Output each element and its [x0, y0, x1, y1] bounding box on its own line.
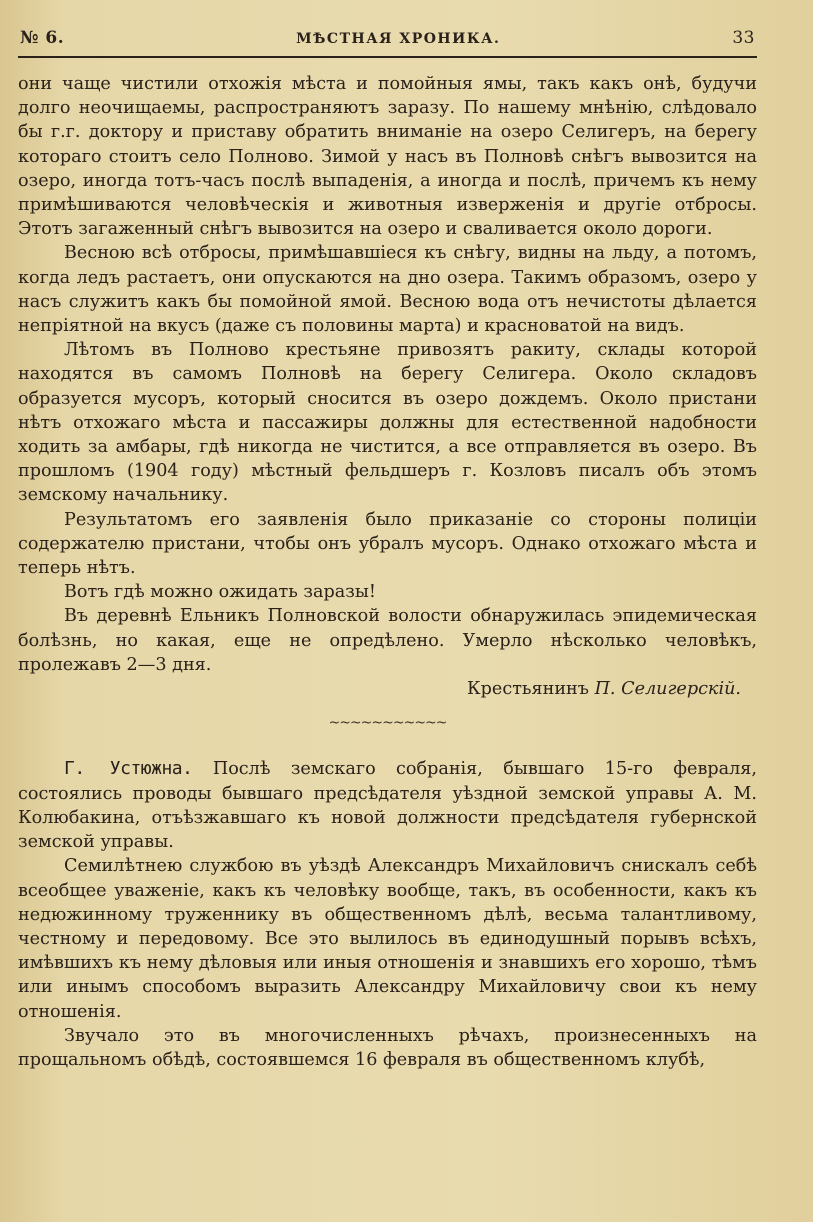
paragraph: Въ деревнѣ Ельникъ Полновской волости обнаружилась эпидемическая болѣзнь, но какая, еще не опредѣлено. Умерло нѣсколько человѣкъ, пролежавъ 2—3 дня. — [18, 606, 757, 675]
paragraph-text: Послѣ земскаго собранія, бывшаго 15-го февраля, состоялись проводы бывшаго предсѣдателя уѣздной земской управы А. М. Колюбакина, отъѣзжавшаго къ новой должности предсѣдателя губернской земской управы. — [18, 759, 757, 853]
paragraph: Звучало это въ многочисленныхъ рѣчахъ, произнесенныхъ на прощальномъ обѣдѣ, состоявшемся 16 февраля въ общественномъ клубѣ, — [18, 1025, 757, 1070]
paragraph: Результатомъ его заявленія было приказаніе со стороны полиціи содержателю пристани, чтобы онъ убралъ мусоръ. Однако отхожаго мѣста и теперь нѣтъ. — [18, 509, 757, 579]
signature — [18, 677, 757, 701]
signature-name: П. Селигерскій. — [594, 679, 741, 700]
paragraph: Семилѣтнею службою въ уѣздѣ Александръ Михайловичъ снискалъ себѣ всеобщее уваженіе, какъ къ человѣку вообще, такъ, въ особенности, какъ къ недюжинному труженнику въ общественномъ дѣлѣ, весьма талантливому, честному и передовому. Все это вылилось въ единодушный порывъ всѣхъ, имѣвшихъ къ нему дѣловыя или иныя отношенія и знавшихъ его хорошо, тѣмъ или инымъ способомъ выразить Александру Михайловичу свои къ нему отношенія. — [18, 856, 757, 1022]
section-divider: ~~~~~~~~~~~ — [328, 715, 447, 732]
article-body — [18, 72, 757, 1072]
page-header — [18, 28, 757, 58]
issue-number: № 6. — [20, 28, 65, 48]
paragraph — [18, 757, 757, 854]
page-number: 33 — [732, 28, 755, 48]
signature-prefix: Крестьянинъ — [467, 679, 589, 700]
section-title: МѢСТНАЯ ХРОНИКА. — [296, 31, 501, 47]
paragraph: Лѣтомъ въ Полново крестьяне привозятъ ракиту, склады которой находятся въ самомъ Полновѣ на берегу Селигера. Около складовъ образуется мусоръ, который сносится въ озеро дождемъ. Около пристани нѣтъ отхожаго мѣста и пассажиры должны для естественной надобности ходить за амбары, гдѣ никогда не чистится, а все отправляется въ озеро. Въ прошломъ (1904 году) мѣстный фельдшеръ г. Козловъ писалъ объ этомъ земскому начальнику. — [18, 340, 757, 506]
paragraph: Вотъ гдѣ можно ожидать заразы! — [64, 582, 376, 603]
paragraph: они чаще чистили отхожія мѣста и помойныя ямы, такъ какъ онѣ, будучи долго неочищаемы, распространяютъ заразу. По нашему мнѣнію, слѣдовало бы г.г. доктору и приставу обратить вниманіе на озеро Селигеръ, на берегу котораго стоитъ село Полново. Зимой у насъ въ Полновѣ снѣгъ вывозится на озеро, иногда тотъ-часъ послѣ выпаденія, а иногда и послѣ, причемъ къ нему примѣшиваются человѣческія и животныя изверженія и другіе отбросы. Этотъ загаженный снѣгъ вывозится на озеро и сваливается около дороги. — [18, 74, 757, 240]
place-heading: Г. Устюжна. — [64, 758, 193, 780]
paragraph: Весною всѣ отбросы, примѣшавшіеся къ снѣгу, видны на льду, а потомъ, когда ледъ растаетъ, они опускаются на дно озера. Такимъ образомъ, озеро у насъ служитъ какъ бы помойной ямой. Весною вода отъ нечистоты дѣлается непріятной на вкусъ (даже съ половины марта) и красноватой на видъ. — [18, 243, 757, 337]
